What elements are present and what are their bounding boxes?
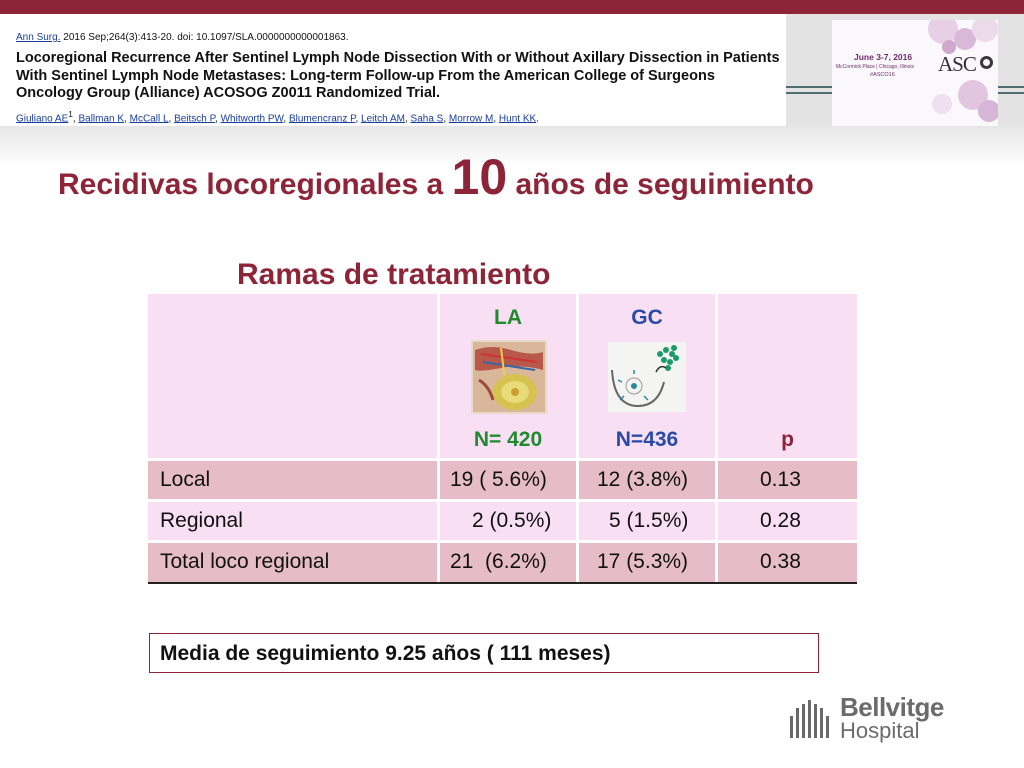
hospital-name: Bellvitge	[840, 692, 944, 722]
citation-authors: Giuliano $AE^1$, Ballman K, McCall L, Beitsch P, Whitworth PW, Blumencranz P, Leitch AM, Saha S, Morrow M, Hunt KK.	[16, 109, 539, 125]
hospital-logo-bars-icon	[788, 698, 832, 738]
hospital-logo	[788, 694, 978, 742]
author-link[interactable]: Whitworth PW	[220, 113, 284, 125]
row-label: Local	[160, 468, 211, 491]
meeting-venue: McCormick Place | Chicago, Illinois	[836, 64, 914, 70]
decor-dot	[972, 20, 998, 42]
column-header-la: LA	[494, 306, 522, 329]
row-label: Total loco regional	[160, 550, 330, 573]
p-value: 0.38	[760, 550, 801, 573]
gc-value: 17 (5.3%)	[597, 550, 689, 573]
title-number: 10	[451, 149, 508, 205]
author-link[interactable]: Blumencranz P	[288, 113, 356, 125]
journal-link[interactable]: Ann Surg.	[16, 32, 61, 43]
gc-value: 12 (3.8%)	[597, 468, 689, 491]
table-row	[148, 501, 857, 542]
citation-box	[0, 14, 786, 126]
journal-reference: 2016 Sep;264(3):413-20. doi: 10.1097/SLA.0000000000001863.	[60, 32, 349, 43]
author-link[interactable]: Beitsch P	[174, 113, 216, 125]
decor-dot	[978, 100, 998, 122]
decor-dot	[932, 94, 952, 114]
author-link[interactable]: Leitch AM	[361, 113, 405, 125]
hospital-subtitle: Hospital	[840, 718, 920, 743]
asco-logo: ASC	[938, 52, 976, 76]
table-row	[148, 542, 857, 584]
gc-value: 5 (1.5%)	[609, 509, 689, 532]
table-row	[148, 460, 857, 501]
author-link[interactable]: Giuliano AE	[16, 113, 69, 125]
author-link[interactable]: Hunt KK	[498, 113, 537, 125]
title-prefix: Recidivas locoregionales a	[58, 168, 452, 201]
sentinel-node-illustration	[608, 342, 686, 412]
axillary-dissection-illustration	[471, 340, 547, 414]
follow-up-note: Media de seguimiento 9.25 años ( 111 meses)	[160, 642, 611, 665]
row-divider	[148, 540, 857, 543]
top-accent-stripe	[0, 0, 1024, 14]
gc-sample-size: N=436	[615, 428, 679, 451]
results-table	[148, 294, 857, 584]
citation-journal	[16, 32, 349, 43]
title-suffix: años de seguimiento	[507, 168, 814, 201]
la-value: 21 (6.2%)	[450, 550, 547, 573]
author-affiliation: 1	[68, 109, 73, 119]
la-sample-size: N= 420	[473, 428, 543, 451]
la-value: 2 (0.5%)	[472, 509, 552, 532]
row-label: Regional	[160, 509, 243, 532]
row-divider	[148, 458, 857, 461]
meeting-dates: June 3-7, 2016	[854, 52, 913, 62]
row-divider	[148, 499, 857, 502]
author-link[interactable]: Morrow M	[448, 113, 494, 125]
column-header-p: p	[781, 428, 794, 451]
follow-up-note-box	[149, 633, 819, 673]
meeting-hashtag: #ASCO16	[870, 72, 895, 78]
p-value: 0.13	[760, 468, 801, 491]
author-link[interactable]: McCall L	[129, 113, 169, 125]
slide-title	[58, 148, 814, 206]
author-link[interactable]: Ballman K	[78, 113, 125, 125]
author-link[interactable]: Saha S	[410, 113, 444, 125]
table-heading: Ramas de tratamiento	[237, 258, 551, 291]
table-bottom-border	[148, 582, 857, 584]
citation-title: Locoregional Recurrence After Sentinel Lymph Node Dissection With or Without Axillary Dissection in Patients With Sentinel Lymph Node Metastases: Long-term Follow-up From the American College of Surgeons Oncology Group (Alliance) ACOSOG Z0011 Randomized Trial.	[16, 50, 780, 101]
asco-logo-ring-icon	[980, 56, 993, 69]
p-value: 0.28	[760, 509, 801, 532]
column-header-gc: GC	[631, 306, 663, 329]
asco-meeting-badge	[832, 20, 998, 126]
la-value: 19 ( 5.6%)	[450, 468, 547, 491]
